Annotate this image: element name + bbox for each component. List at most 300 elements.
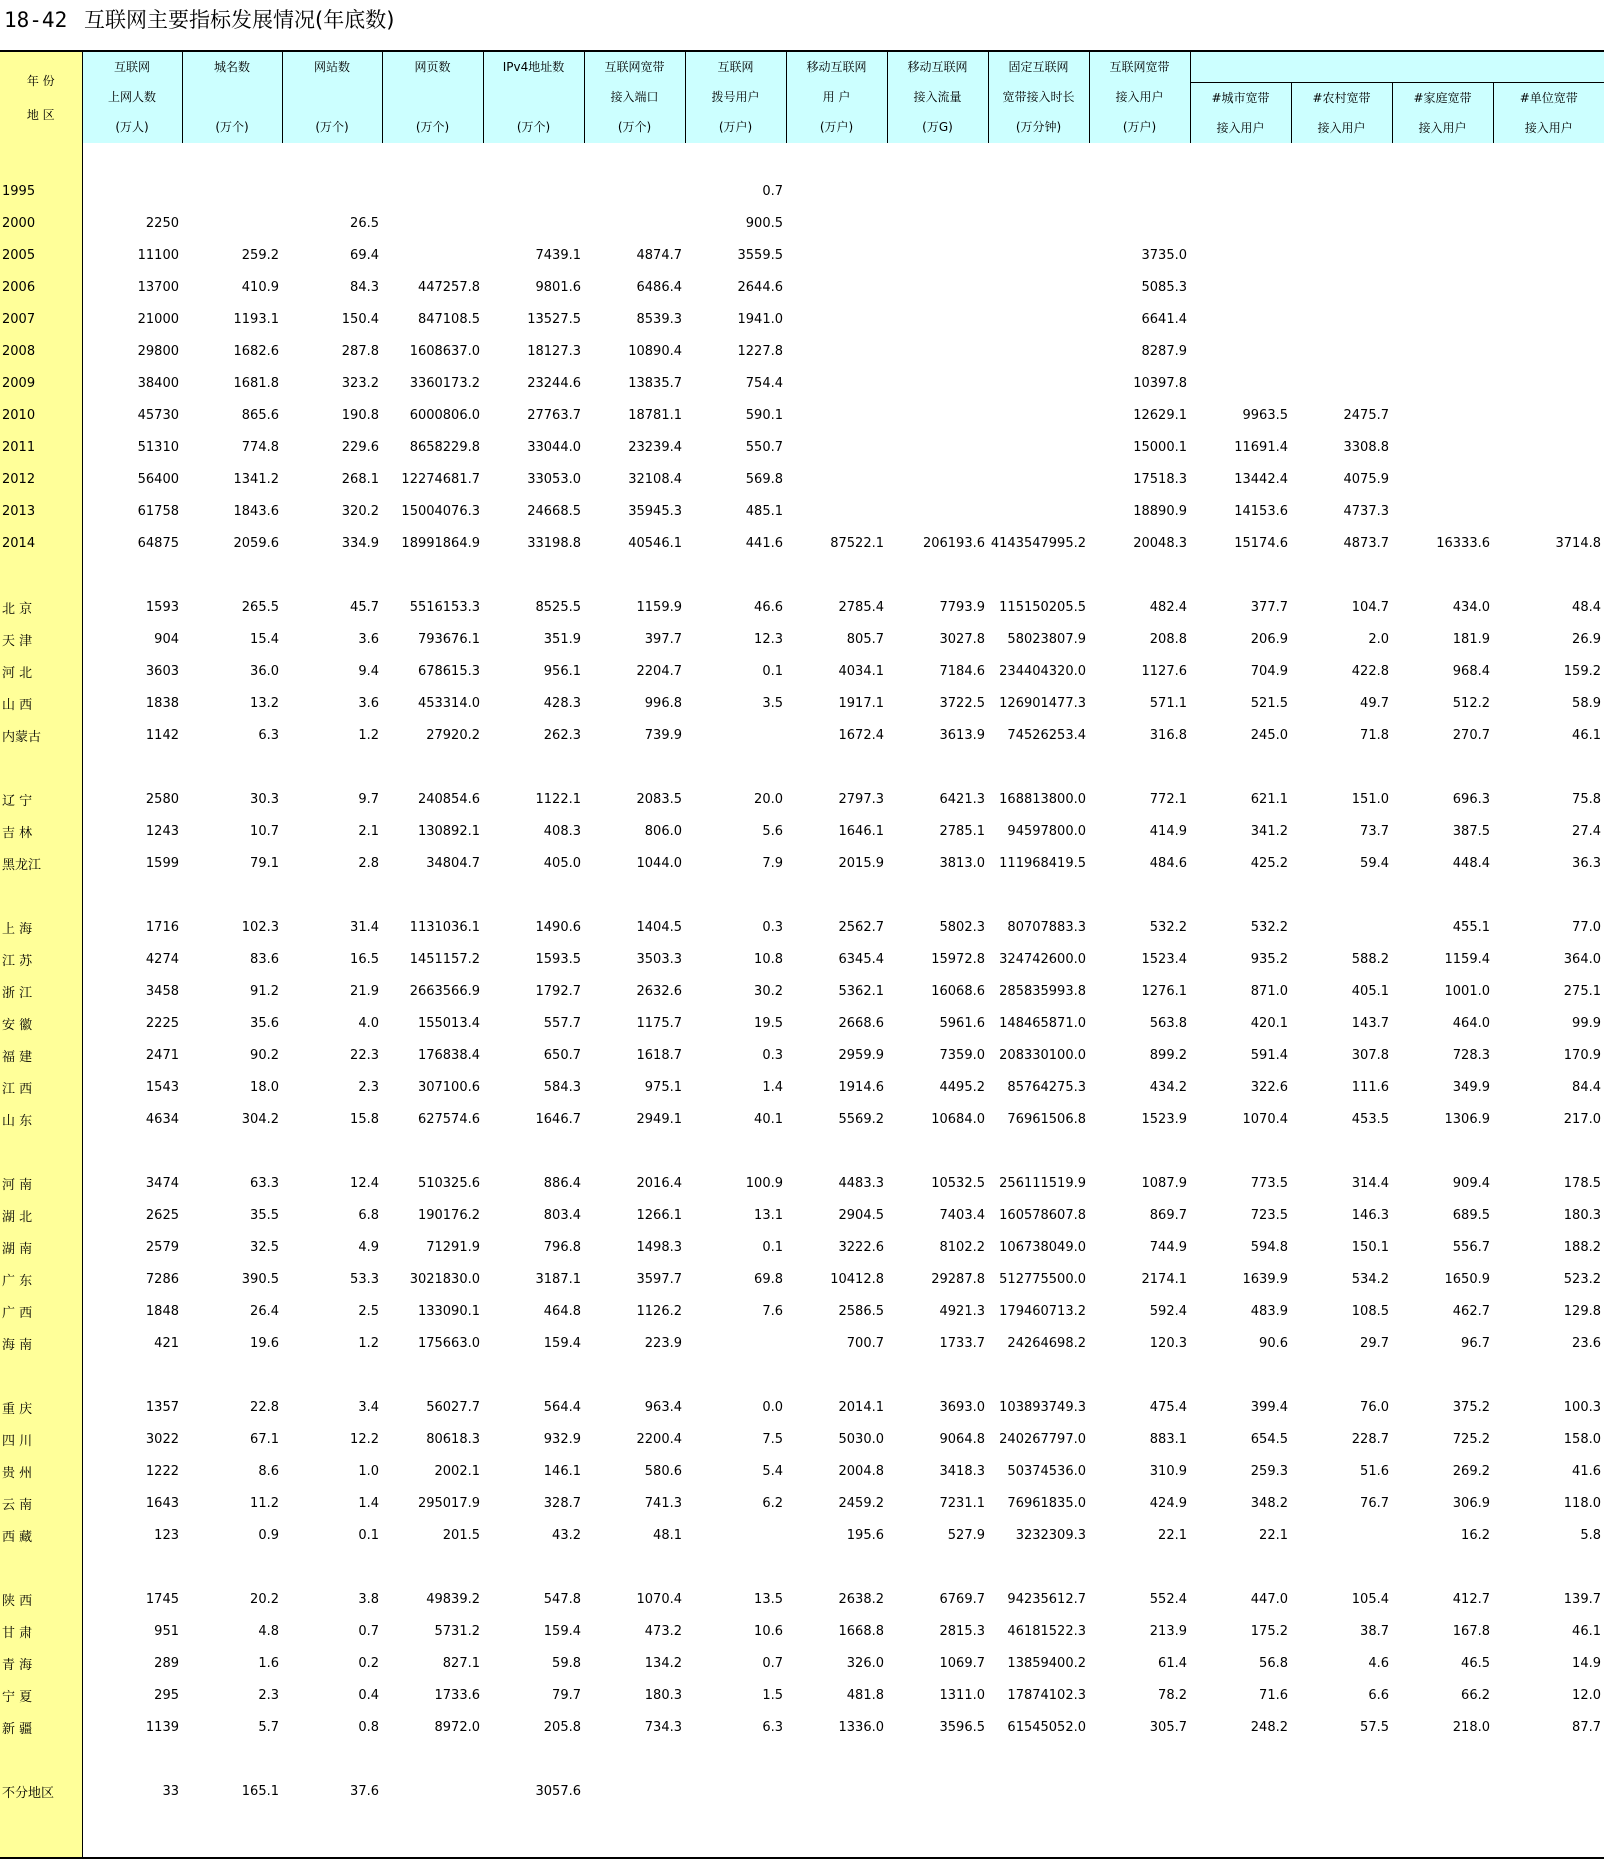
data-cell: 1672.4 (786, 719, 887, 751)
data-cell: 268.1 (282, 463, 382, 495)
data-cell: 84.4 (1493, 1071, 1604, 1103)
data-cell: 32.5 (182, 1231, 282, 1263)
data-cell: 159.4 (483, 1327, 584, 1359)
data-cell: 1593 (82, 591, 182, 623)
data-cell: 3.6 (282, 623, 382, 655)
data-cell: 40546.1 (584, 527, 685, 559)
data-cell: 14.9 (1493, 1647, 1604, 1679)
data-cell: 195.6 (786, 1519, 887, 1551)
row-label: 河 南 (0, 1167, 82, 1199)
table-row (0, 1775, 1604, 1807)
data-cell: 3603 (82, 655, 182, 687)
data-cell: 1336.0 (786, 1711, 887, 1743)
data-cell: 3813.0 (887, 847, 988, 879)
data-cell: 2083.5 (584, 783, 685, 815)
data-cell: 475.4 (1089, 1391, 1190, 1423)
col-header-line: (万户) (686, 112, 786, 142)
data-cell: 0.1 (685, 1231, 786, 1263)
data-cell: 111.6 (1291, 1071, 1392, 1103)
data-cell: 455.1 (1392, 911, 1493, 943)
data-cell: 348.2 (1190, 1487, 1291, 1519)
col-header (685, 51, 786, 143)
data-cell: 18991864.9 (382, 527, 483, 559)
data-cell: 4075.9 (1291, 463, 1392, 495)
spacer-row (0, 751, 1604, 783)
table-row (0, 1711, 1604, 1743)
data-cell: 441.6 (685, 527, 786, 559)
data-cell: 1608637.0 (382, 335, 483, 367)
col-header-line (183, 82, 282, 112)
data-cell: 13.1 (685, 1199, 786, 1231)
data-cell: 1.4 (685, 1071, 786, 1103)
data-cell: 35.6 (182, 1007, 282, 1039)
data-cell: 76961506.8 (988, 1103, 1089, 1135)
col-header-line: 宽带接入时长 (989, 82, 1089, 112)
data-cell: 3474 (82, 1167, 182, 1199)
data-cell (1291, 303, 1392, 335)
col-header-line: 互联网 (83, 52, 182, 82)
data-cell: 6.8 (282, 1199, 382, 1231)
data-cell: 1087.9 (1089, 1167, 1190, 1199)
data-cell (887, 1775, 988, 1807)
data-cell: 556.7 (1392, 1231, 1493, 1263)
data-cell: 453314.0 (382, 687, 483, 719)
data-cell: 4.9 (282, 1231, 382, 1263)
data-cell: 104.7 (1291, 591, 1392, 623)
col-header-group (1190, 51, 1604, 83)
data-cell: 2625 (82, 1199, 182, 1231)
data-cell: 3021830.0 (382, 1263, 483, 1295)
col-header-line: 接入用户 (1191, 113, 1291, 143)
col-header-line: 互联网 (686, 52, 786, 82)
table-row (0, 1295, 1604, 1327)
data-cell: 229.6 (282, 431, 382, 463)
data-cell: 8658229.8 (382, 431, 483, 463)
data-cell: 306.9 (1392, 1487, 1493, 1519)
data-cell: 2459.2 (786, 1487, 887, 1519)
data-cell: 38.7 (1291, 1615, 1392, 1647)
data-cell: 547.8 (483, 1583, 584, 1615)
data-cell (483, 207, 584, 239)
table-row (0, 303, 1604, 335)
data-cell: 275.1 (1493, 975, 1604, 1007)
data-cell: 594.8 (1190, 1231, 1291, 1263)
data-cell (786, 303, 887, 335)
table-row (0, 207, 1604, 239)
data-cell: 0.3 (685, 1039, 786, 1071)
data-cell: 9.4 (282, 655, 382, 687)
col-header-line: 移动互联网 (787, 52, 887, 82)
data-cell: 550.7 (685, 431, 786, 463)
data-cell: 285835993.8 (988, 975, 1089, 1007)
data-cell: 2475.7 (1291, 399, 1392, 431)
col-header-line: 网页数 (383, 52, 483, 82)
data-cell: 935.2 (1190, 943, 1291, 975)
data-cell: 654.5 (1190, 1423, 1291, 1455)
data-cell: 146.3 (1291, 1199, 1392, 1231)
data-cell: 447257.8 (382, 271, 483, 303)
data-cell (786, 335, 887, 367)
data-cell: 1941.0 (685, 303, 786, 335)
data-cell: 15.4 (182, 623, 282, 655)
data-cell: 45.7 (282, 591, 382, 623)
label-cell (0, 559, 82, 591)
data-cell: 0.0 (685, 1391, 786, 1423)
data-cell: 592.4 (1089, 1295, 1190, 1327)
data-cell: 1745 (82, 1583, 182, 1615)
table-row (0, 1519, 1604, 1551)
table-row (0, 1583, 1604, 1615)
data-cell: 510325.6 (382, 1167, 483, 1199)
data-cell: 16068.6 (887, 975, 988, 1007)
table-row (0, 911, 1604, 943)
table-row (0, 847, 1604, 879)
data-cell: 41.6 (1493, 1455, 1604, 1487)
data-cell (1392, 303, 1493, 335)
data-cell: 464.8 (483, 1295, 584, 1327)
data-cell (1392, 207, 1493, 239)
data-cell: 269.2 (1392, 1455, 1493, 1487)
row-label: 北 京 (0, 591, 82, 623)
data-cell (1392, 271, 1493, 303)
data-cell (1089, 207, 1190, 239)
data-cell: 29800 (82, 335, 182, 367)
data-cell (1190, 207, 1291, 239)
data-cell: 2059.6 (182, 527, 282, 559)
data-cell: 17518.3 (1089, 463, 1190, 495)
data-cell (1291, 239, 1392, 271)
row-label: 2013 (0, 495, 82, 527)
table-row (0, 1167, 1604, 1199)
data-cell: 234404320.0 (988, 655, 1089, 687)
row-label: 安 徽 (0, 1007, 82, 1039)
data-cell: 4.8 (182, 1615, 282, 1647)
data-cell: 61758 (82, 495, 182, 527)
data-cell: 1490.6 (483, 911, 584, 943)
data-cell (382, 1775, 483, 1807)
data-cell: 289 (82, 1647, 182, 1679)
data-cell: 59.8 (483, 1647, 584, 1679)
data-cell: 75.8 (1493, 783, 1604, 815)
data-cell: 240267797.0 (988, 1423, 1089, 1455)
data-cell: 9.7 (282, 783, 382, 815)
data-cell: 425.2 (1190, 847, 1291, 879)
col-header-line: 接入端口 (585, 82, 685, 112)
data-cell: 696.3 (1392, 783, 1493, 815)
row-label: 2011 (0, 431, 82, 463)
data-cell: 3360173.2 (382, 367, 483, 399)
data-cell: 1227.8 (685, 335, 786, 367)
data-cell: 1243 (82, 815, 182, 847)
data-cell: 99.9 (1493, 1007, 1604, 1039)
data-cell: 12.2 (282, 1423, 382, 1455)
data-cell: 23239.4 (584, 431, 685, 463)
data-cell: 387.5 (1392, 815, 1493, 847)
data-cell (1291, 207, 1392, 239)
col-header-line: 接入用户 (1090, 82, 1190, 112)
data-cell: 1668.8 (786, 1615, 887, 1647)
table-row (0, 719, 1604, 751)
data-cell (988, 399, 1089, 431)
data-cell: 20.0 (685, 783, 786, 815)
data-cell (282, 175, 382, 207)
col-header-line: 上网人数 (83, 82, 182, 112)
data-cell: 133090.1 (382, 1295, 483, 1327)
data-cell: 1306.9 (1392, 1103, 1493, 1135)
spacer-row (0, 1743, 1604, 1775)
data-cell (988, 239, 1089, 271)
label-cell (0, 879, 82, 911)
data-cell: 100.9 (685, 1167, 786, 1199)
data-cell: 176838.4 (382, 1039, 483, 1071)
col-header-line: (万分钟) (989, 112, 1089, 142)
table-row (0, 1487, 1604, 1519)
data-cell: 0.7 (282, 1615, 382, 1647)
data-cell (382, 175, 483, 207)
col-header-line (383, 82, 483, 112)
data-cell: 33044.0 (483, 431, 584, 463)
data-cell: 1917.1 (786, 687, 887, 719)
data-cell: 5.7 (182, 1711, 282, 1743)
table-row (0, 463, 1604, 495)
data-cell: 223.9 (584, 1327, 685, 1359)
data-cell: 956.1 (483, 655, 584, 687)
data-cell: 334.9 (282, 527, 382, 559)
col-header (988, 51, 1089, 143)
col-header-line: 互联网宽带 (1090, 52, 1190, 82)
data-cell: 865.6 (182, 399, 282, 431)
data-cell: 248.2 (1190, 1711, 1291, 1743)
data-cell (988, 175, 1089, 207)
data-cell: 151.0 (1291, 783, 1392, 815)
data-cell: 975.1 (584, 1071, 685, 1103)
data-cell: 473.2 (584, 1615, 685, 1647)
data-cell: 5.8 (1493, 1519, 1604, 1551)
data-cell: 181.9 (1392, 623, 1493, 655)
row-label: 福 建 (0, 1039, 82, 1071)
data-cell: 1276.1 (1089, 975, 1190, 1007)
data-cell: 15174.6 (1190, 527, 1291, 559)
table-row (0, 367, 1604, 399)
data-cell: 1.4 (282, 1487, 382, 1519)
table-row (0, 335, 1604, 367)
data-cell: 390.5 (182, 1263, 282, 1295)
data-cell: 557.7 (483, 1007, 584, 1039)
data-cell: 448.4 (1392, 847, 1493, 879)
spacer-row (0, 1135, 1604, 1167)
data-cell: 8539.3 (584, 303, 685, 335)
data-cell: 1639.9 (1190, 1263, 1291, 1295)
data-cell: 111968419.5 (988, 847, 1089, 879)
data-cell (1190, 1775, 1291, 1807)
data-cell: 43.2 (483, 1519, 584, 1551)
row-label: 不分地区 (0, 1775, 82, 1807)
data-cell (988, 271, 1089, 303)
data-cell: 4274 (82, 943, 182, 975)
data-cell: 1843.6 (182, 495, 282, 527)
data-cell: 772.1 (1089, 783, 1190, 815)
data-cell: 3693.0 (887, 1391, 988, 1423)
data-cell: 364.0 (1493, 943, 1604, 975)
label-cell (0, 1743, 82, 1775)
data-cell: 4.0 (282, 1007, 382, 1039)
data-cell: 79.1 (182, 847, 282, 879)
data-cell: 580.6 (584, 1455, 685, 1487)
data-table (0, 50, 1604, 1859)
data-cell: 1.6 (182, 1647, 282, 1679)
data-cell: 650.7 (483, 1039, 584, 1071)
data-cell: 2959.9 (786, 1039, 887, 1071)
data-cell: 87.7 (1493, 1711, 1604, 1743)
data-cell: 179460713.2 (988, 1295, 1089, 1327)
data-cell: 170.9 (1493, 1039, 1604, 1071)
data-cell: 19.5 (685, 1007, 786, 1039)
col-header-line: 移动互联网 (888, 52, 988, 82)
data-cell: 29.7 (1291, 1327, 1392, 1359)
data-cell (1291, 1775, 1392, 1807)
table-row (0, 783, 1604, 815)
data-cell: 85764275.3 (988, 1071, 1089, 1103)
data-cell: 49839.2 (382, 1583, 483, 1615)
data-cell: 46.1 (1493, 719, 1604, 751)
table-title: 互联网主要指标发展情况(年底数) (84, 8, 394, 32)
data-cell: 7793.9 (887, 591, 988, 623)
data-cell: 259.2 (182, 239, 282, 271)
data-cell: 15004076.3 (382, 495, 483, 527)
data-cell (887, 463, 988, 495)
data-cell (1392, 1775, 1493, 1807)
data-cell: 2471 (82, 1039, 182, 1071)
data-cell: 485.1 (685, 495, 786, 527)
data-cell: 10532.5 (887, 1167, 988, 1199)
data-cell: 1.0 (282, 1455, 382, 1487)
table-row (0, 975, 1604, 1007)
data-cell: 256111519.9 (988, 1167, 1089, 1199)
data-cell: 11.2 (182, 1487, 282, 1519)
table-row (0, 1199, 1604, 1231)
data-cell (1291, 271, 1392, 303)
col-header-line: 接入用户 (1393, 113, 1493, 143)
data-cell: 64875 (82, 527, 182, 559)
data-cell: 83.6 (182, 943, 282, 975)
data-cell (786, 399, 887, 431)
data-cell: 3057.6 (483, 1775, 584, 1807)
data-cell: 228.7 (1291, 1423, 1392, 1455)
data-cell: 1044.0 (584, 847, 685, 879)
data-cell (786, 207, 887, 239)
data-cell: 2586.5 (786, 1295, 887, 1327)
col-header (483, 51, 584, 143)
data-cell: 1618.7 (584, 1039, 685, 1071)
row-label: 2014 (0, 527, 82, 559)
data-cell: 27763.7 (483, 399, 584, 431)
col-header-line: #城市宽带 (1191, 83, 1291, 113)
data-cell (1493, 463, 1604, 495)
data-cell (1190, 175, 1291, 207)
data-cell (1392, 463, 1493, 495)
data-cell: 883.1 (1089, 1423, 1190, 1455)
data-cell (887, 207, 988, 239)
data-cell: 521.5 (1190, 687, 1291, 719)
data-cell: 0.1 (282, 1519, 382, 1551)
data-cell (82, 175, 182, 207)
data-cell: 46.1 (1493, 1615, 1604, 1647)
table-row (0, 399, 1604, 431)
data-cell: 2904.5 (786, 1199, 887, 1231)
data-cell (584, 207, 685, 239)
data-cell (182, 207, 282, 239)
col-header (382, 51, 483, 143)
data-cell: 803.4 (483, 1199, 584, 1231)
data-cell: 143.7 (1291, 1007, 1392, 1039)
data-cell: 217.0 (1493, 1103, 1604, 1135)
data-cell: 447.0 (1190, 1583, 1291, 1615)
col-header-line: #单位宽带 (1494, 83, 1604, 113)
data-cell: 0.8 (282, 1711, 382, 1743)
data-cell: 434.2 (1089, 1071, 1190, 1103)
data-cell: 3187.1 (483, 1263, 584, 1295)
data-cell: 2.3 (182, 1679, 282, 1711)
col-header-line: #家庭宽带 (1393, 83, 1493, 113)
data-cell: 320.2 (282, 495, 382, 527)
data-cell: 5569.2 (786, 1103, 887, 1135)
col-header-line: 用 户 (787, 82, 887, 112)
row-label: 2009 (0, 367, 82, 399)
data-cell: 481.8 (786, 1679, 887, 1711)
data-cell: 2797.3 (786, 783, 887, 815)
data-cell: 723.5 (1190, 1199, 1291, 1231)
data-cell: 2580 (82, 783, 182, 815)
data-cell: 22.3 (282, 1039, 382, 1071)
data-cell (1493, 271, 1604, 303)
data-cell: 134.2 (584, 1647, 685, 1679)
col-header-line: #农村宽带 (1292, 83, 1392, 113)
row-label: 青 海 (0, 1647, 82, 1679)
row-label: 海 南 (0, 1327, 82, 1359)
data-cell: 700.7 (786, 1327, 887, 1359)
spacer-row (0, 879, 1604, 911)
data-cell: 18781.1 (584, 399, 685, 431)
data-cell: 0.7 (685, 1647, 786, 1679)
data-cell (988, 431, 1089, 463)
table-row (0, 623, 1604, 655)
row-label: 山 东 (0, 1103, 82, 1135)
data-cell: 1127.6 (1089, 655, 1190, 687)
data-cell (483, 175, 584, 207)
data-cell: 71.6 (1190, 1679, 1291, 1711)
data-cell: 1733.7 (887, 1327, 988, 1359)
table-row (0, 815, 1604, 847)
data-cell: 38400 (82, 367, 182, 399)
data-cell: 8102.2 (887, 1231, 988, 1263)
data-cell: 324742600.0 (988, 943, 1089, 975)
row-label: 辽 宁 (0, 783, 82, 815)
data-cell: 56027.7 (382, 1391, 483, 1423)
data-cell: 180.3 (584, 1679, 685, 1711)
data-cell: 453.5 (1291, 1103, 1392, 1135)
col-header (1089, 51, 1190, 143)
data-cell: 51310 (82, 431, 182, 463)
data-cell: 410.9 (182, 271, 282, 303)
data-cell: 310.9 (1089, 1455, 1190, 1487)
data-cell: 12.3 (685, 623, 786, 655)
data-cell: 2663566.9 (382, 975, 483, 1007)
row-label: 西 藏 (0, 1519, 82, 1551)
data-cell: 375.2 (1392, 1391, 1493, 1423)
row-label: 2012 (0, 463, 82, 495)
data-cell: 744.9 (1089, 1231, 1190, 1263)
data-cell: 10412.8 (786, 1263, 887, 1295)
